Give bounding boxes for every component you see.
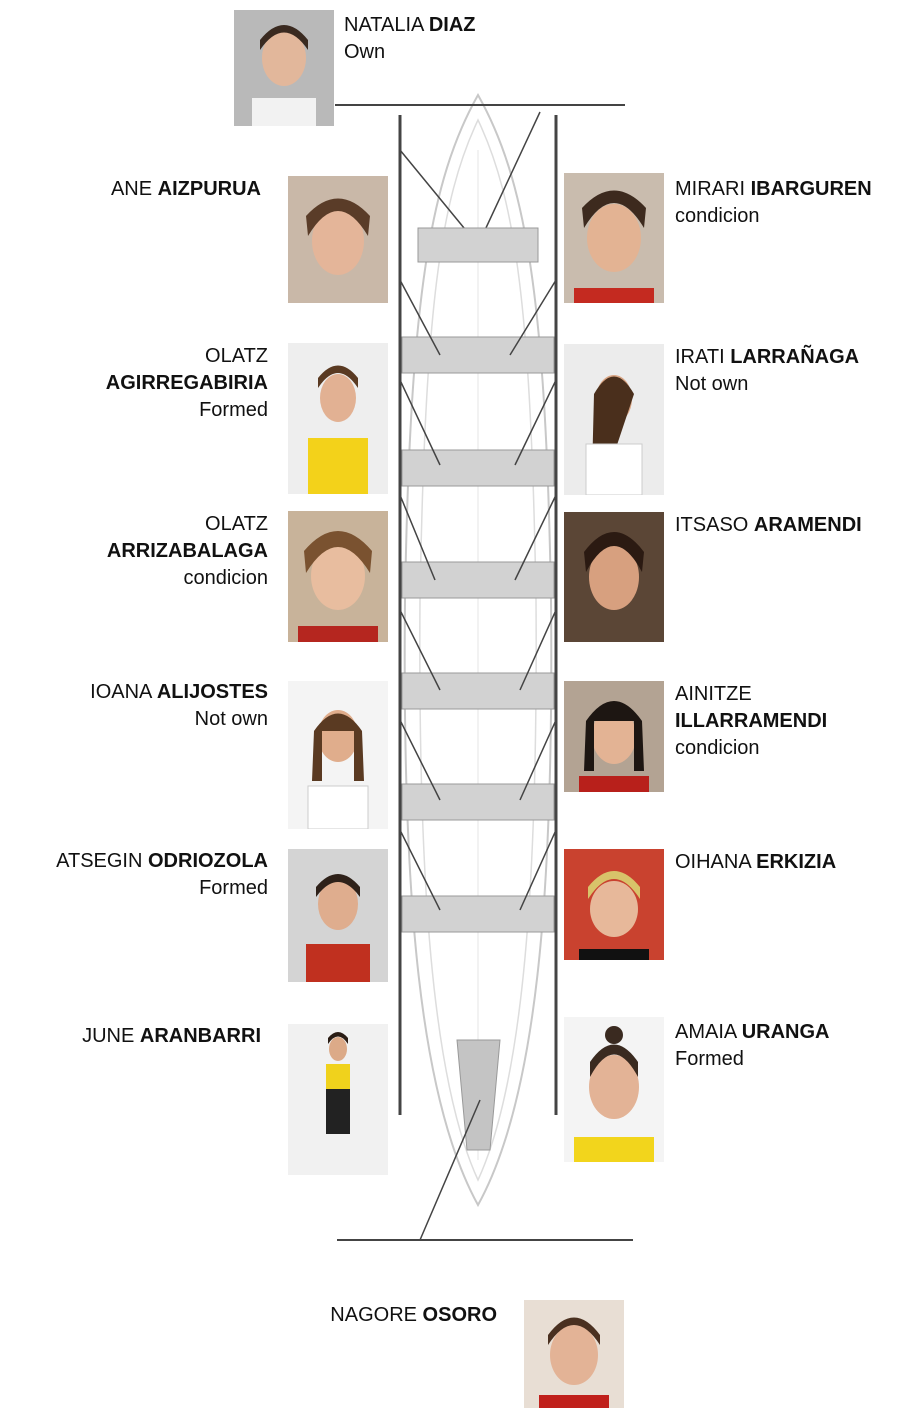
first-name: ITSASO xyxy=(675,514,749,536)
rower-label xyxy=(675,344,859,398)
first-name: AINITZE xyxy=(675,683,752,705)
last-name: OSORO xyxy=(422,1304,497,1326)
last-name: ARANBARRI xyxy=(139,1025,261,1047)
first-name: ATSEGIN xyxy=(56,850,143,872)
rower-photo xyxy=(564,512,664,642)
last-name: LARRAÑAGA xyxy=(730,346,860,368)
first-name: JUNE xyxy=(82,1025,135,1047)
status: condicion xyxy=(675,205,760,227)
first-name: IOANA xyxy=(90,681,152,703)
rower-photo xyxy=(564,1017,664,1162)
last-name: URANGA xyxy=(741,1021,830,1043)
rower-photo xyxy=(564,173,664,303)
rower-label xyxy=(111,176,261,203)
rower-label xyxy=(90,679,268,733)
stroke-cox-photo xyxy=(524,1300,624,1408)
first-name: IRATI xyxy=(675,346,725,368)
seat xyxy=(402,562,554,598)
first-name: OIHANA xyxy=(675,851,751,873)
rower-photo xyxy=(288,681,388,829)
rower-label xyxy=(675,681,827,762)
rower-photo xyxy=(564,849,664,960)
coxswain-photo xyxy=(234,10,334,126)
status: Formed xyxy=(199,877,268,899)
last-name: ARAMENDI xyxy=(753,514,862,536)
last-name: ILLARRAMENDI xyxy=(675,710,828,732)
seat xyxy=(402,784,554,820)
first-name: AMAIA xyxy=(675,1021,737,1043)
rower-photo xyxy=(288,1024,388,1175)
last-name: ARRIZABALAGA xyxy=(106,540,268,562)
rower-photo xyxy=(288,511,388,642)
status: Not own xyxy=(675,373,749,395)
rower-label xyxy=(56,848,268,902)
last-name: AGIRREGABIRIA xyxy=(105,372,268,394)
last-name: IBARGUREN xyxy=(750,178,872,200)
rower-label xyxy=(675,512,862,539)
first-name: ANE xyxy=(110,178,153,200)
status: Formed xyxy=(199,399,268,421)
rower-photo xyxy=(288,849,388,982)
seat xyxy=(402,896,554,932)
last-name: AIZPURUA xyxy=(157,178,261,200)
status: condicion xyxy=(183,567,268,589)
first-name: NAGORE xyxy=(330,1304,417,1326)
rower-photo xyxy=(288,343,388,494)
rower-label xyxy=(107,511,268,592)
status: Own xyxy=(344,41,386,63)
last-name: ALIJOSTES xyxy=(156,681,268,703)
status: Formed xyxy=(675,1048,744,1070)
stroke-cox-label xyxy=(330,1302,497,1329)
rower-label xyxy=(675,849,836,876)
first-name: OLATZ xyxy=(205,513,268,535)
first-name: MIRARI xyxy=(675,178,745,200)
last-name: ERKIZIA xyxy=(756,851,837,873)
rower-label xyxy=(82,1023,261,1050)
rower-label xyxy=(106,343,268,424)
rower-label xyxy=(675,1019,829,1073)
first-name: OLATZ xyxy=(205,345,268,367)
cox-seat xyxy=(457,1040,500,1150)
rower-photo xyxy=(564,681,664,792)
status: Not own xyxy=(194,708,268,730)
first-name: NATALIA xyxy=(344,14,424,36)
coxswain-label xyxy=(344,12,476,66)
rower-photo xyxy=(564,344,664,495)
last-name: DIAZ xyxy=(428,14,476,36)
seat xyxy=(418,228,538,262)
status: condicion xyxy=(675,737,760,759)
last-name: ODRIOZOLA xyxy=(148,850,268,872)
rower-label xyxy=(675,176,872,230)
rower-photo xyxy=(288,176,388,303)
seat xyxy=(402,450,554,486)
seat xyxy=(402,673,554,709)
seat xyxy=(402,337,554,373)
